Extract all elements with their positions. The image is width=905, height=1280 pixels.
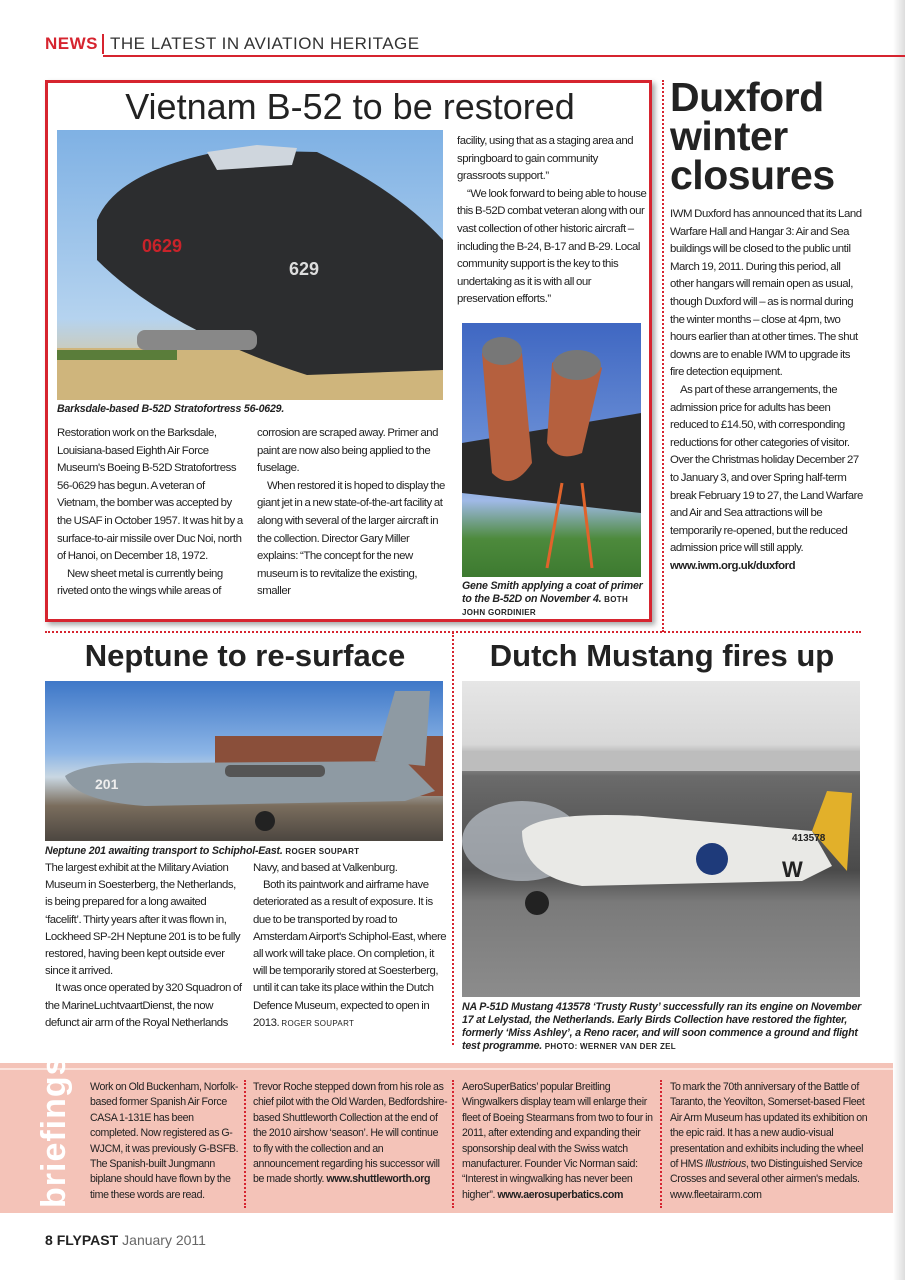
paragraph: corrosion are scraped away. Primer and paint are now also being applied to the fuselage. — [257, 427, 439, 475]
column-divider — [452, 632, 454, 1045]
neptune-photo-caption — [45, 845, 445, 858]
paragraph: It was once operated by 320 Squadron of the MarineLuchtvaartDienst, the now defunct air arm of the Royal Netherlands — [45, 982, 242, 1029]
b52-photo-caption: Barksdale-based B-52D Stratofortress 56-0629. — [57, 403, 285, 415]
duxford-body — [670, 206, 864, 575]
paragraph — [253, 877, 447, 1032]
aerosuperbatics-link[interactable]: www.aerosuperbatics.com — [497, 1188, 624, 1201]
page-number: 8 — [45, 1232, 53, 1248]
briefing-divider — [244, 1080, 246, 1208]
divider — [102, 34, 104, 54]
briefing-text: To mark the 70th anniversary of the Battle of Taranto, the Yeovilton, Somerset-based Fleet Air Arm Museum has updated its exhibition on the epic raid. It has a new audio-visual presentation and exhibits including the wheel of HMS — [670, 1081, 868, 1171]
engine-pods-illustration — [462, 323, 641, 577]
b52-column-1 — [57, 425, 245, 601]
b52-photo — [57, 130, 443, 400]
neptune-aircraft-illustration — [45, 681, 443, 841]
photo-credit: BOTH JOHN GORDINIER — [462, 595, 629, 617]
paragraph: As part of these arrangements, the admission price for adults has been reduced to £14.50, with corresponding reductions for other categories of visitor. Over the Christmas holiday December 27 to January 3, and over Spring half-term break February 19 to 27, the Land Warfare and Air and Sea attractions will be temporarily re-opened, but the reduced admission price will still apply. — [670, 383, 863, 555]
neptune-photo — [45, 681, 443, 841]
mustang-photo — [462, 681, 860, 997]
neptune-column-2 — [253, 860, 447, 1032]
b52-aircraft-illustration — [57, 130, 443, 400]
briefing-item — [670, 1080, 868, 1203]
paragraph: Restoration work on the Barksdale, Louisiana-based Eighth Air Force Museum's Boeing B-52D Stratofortress 56-0629 has begun. A veteran of Vietnam, the bomber was accepted by the USAF in October 1957. It was hit by a surface-to-air missile over Duc Noi, north of Hanoi, on December 18, 1972. — [57, 427, 243, 563]
neptune-headline: Neptune to re-surface — [84, 638, 406, 673]
paragraph: IWM Duxford has announced that its Land Warfare Hall and Hangar 3: Air and Sea buildings will be closed to the public until March 19, 2011. During this period, all other hangars will remain open as usual, though Duxford will – as is normal during the winter months – close at 4pm, two hours earlier than at other times. The shut downs are to enable IWM to upgrade its fire detection equipment. — [670, 208, 862, 379]
briefings-label: briefings — [35, 1055, 73, 1208]
paragraph: facility, using that as a staging area and springboard to gain community grassroots support.” — [457, 135, 634, 183]
photo-credit: ROGER SOUPART — [281, 1018, 355, 1028]
page-footer — [45, 1232, 206, 1248]
b52-column-3 — [457, 133, 647, 309]
briefing-divider — [660, 1080, 662, 1208]
header-rule — [103, 55, 905, 57]
paragraph-text: Both its paintwork and airframe have deteriorated as a result of exposure. It is due to be transported by road to Amsterdam Airport's Schiphol-East, where all work will take place. On completion, it will be temporarily stored at Soesterberg, until it can take its place within the Dutch Defence Museum, expected to open in 2013. — [253, 879, 447, 1029]
photo-credit: PHOTO: WERNER VAN DER ZEL — [544, 1042, 676, 1051]
paragraph: “We look forward to being able to house this B-52D combat veteran along with our vast collection of other historic aircraft – including the B-24, B-17 and B-29. Local community support is the key to this undertaking as it is with all our preservation efforts.” — [457, 187, 647, 306]
ship-name: Illustrious — [705, 1158, 746, 1171]
briefing-text: Work on Old Buckenham, Norfolk-based former Spanish Air Force CASA 1-131E has been completed. Now registered as G-WJCM, it was previously G-BSFB. The Spanish-built Jungmann biplane should have flown by the time these words are read. — [90, 1081, 239, 1201]
paragraph: Navy, and based at Valkenburg. — [253, 862, 398, 874]
briefing-item — [462, 1080, 657, 1203]
primer-photo — [462, 323, 641, 577]
page-gutter — [893, 0, 905, 1280]
caption-text: Gene Smith applying a coat of primer to the B-52D on November 4. — [462, 580, 643, 605]
briefing-item — [253, 1080, 448, 1188]
briefing-text: , two Distinguished Service Crosses and several other airmen's medals. www.fleetairarm.com — [670, 1158, 863, 1201]
briefing-text: AeroSuperBatics’ popular Breitling Wingwalkers display team will enlarge their fleet of Boeing Stearmans from two to four in 2011, after extending and expanding their sponsorship deal with the Swiss watch manufacturer. Founder Vic Norman said: “Interest in wingwalking has never been higher”. — [462, 1081, 653, 1201]
neptune-column-1 — [45, 860, 243, 1032]
tail-number: 413578 — [792, 833, 826, 844]
caption-text: NA P-51D Mustang 413578 ‘Trusty Rusty’ successfully ran its engine on November 17 at Lelystad, the Netherlands. Early Birds Collection have restored the fighter, formerly ‘Miss Ashley’, a Reno racer, and will soon commence a ground and flight test programme. — [462, 1001, 862, 1052]
paragraph: When restored it is hoped to display the giant jet in a new state-of-the-art facility at along with several of the larger aircraft in the collection. Director Gary Miller explains: “The concept for the new museum is to revitalize the existing, smaller — [257, 479, 445, 598]
briefings-rule — [0, 1068, 893, 1070]
mustang-photo-caption — [462, 1001, 867, 1053]
photo-credit: ROGER SOUPART — [285, 847, 360, 856]
duxford-headline: Duxford winter closures — [670, 74, 835, 198]
section-header — [45, 34, 420, 54]
duxford-link[interactable]: www.iwm.org.uk/duxford — [670, 559, 796, 572]
b52-headline: Vietnam B-52 to be restored — [125, 86, 575, 127]
nose-number: 0629 — [142, 236, 183, 256]
paragraph: New sheet metal is currently being riveted onto the wings while areas of — [57, 567, 223, 598]
briefing-item — [90, 1080, 240, 1203]
mustang-aircraft-illustration — [462, 681, 860, 997]
section-label: NEWS — [45, 34, 98, 53]
briefing-divider — [452, 1080, 454, 1208]
briefing-text: Trevor Roche stepped down from his role as chief pilot with the Old Warden, Bedfordshire-based Shuttleworth Collection at the end of the 2010 airshow ‘season’. He will continue to fly with the collection and an announcement regarding his successor will be made shortly. — [253, 1081, 448, 1186]
caption-text: Neptune 201 awaiting transport to Schiphol-East. — [45, 845, 283, 857]
issue-date: January 2011 — [122, 1232, 206, 1248]
section-subtitle: THE LATEST IN AVIATION HERITAGE — [110, 34, 420, 53]
paragraph: The largest exhibit at the Military Aviation Museum in Soesterberg, the Netherlands, is being prepared for a long awaited ‘facelift’. Thirty years after it was flown in, Lockheed SP-2H Neptune 201 is to be fully restored, having been kept outside ever since it arrived. — [45, 862, 241, 978]
aircraft-number: 201 — [95, 776, 119, 792]
column-divider — [662, 80, 664, 632]
primer-photo-caption — [462, 580, 647, 619]
b52-column-2 — [257, 425, 445, 601]
shuttleworth-link[interactable]: www.shuttleworth.org — [326, 1173, 431, 1186]
svg-text:629: 629 — [289, 259, 320, 279]
magazine-name: FLYPAST — [56, 1232, 119, 1248]
svg-text:W: W — [782, 857, 803, 882]
mustang-headline: Dutch Mustang fires up — [489, 638, 835, 673]
